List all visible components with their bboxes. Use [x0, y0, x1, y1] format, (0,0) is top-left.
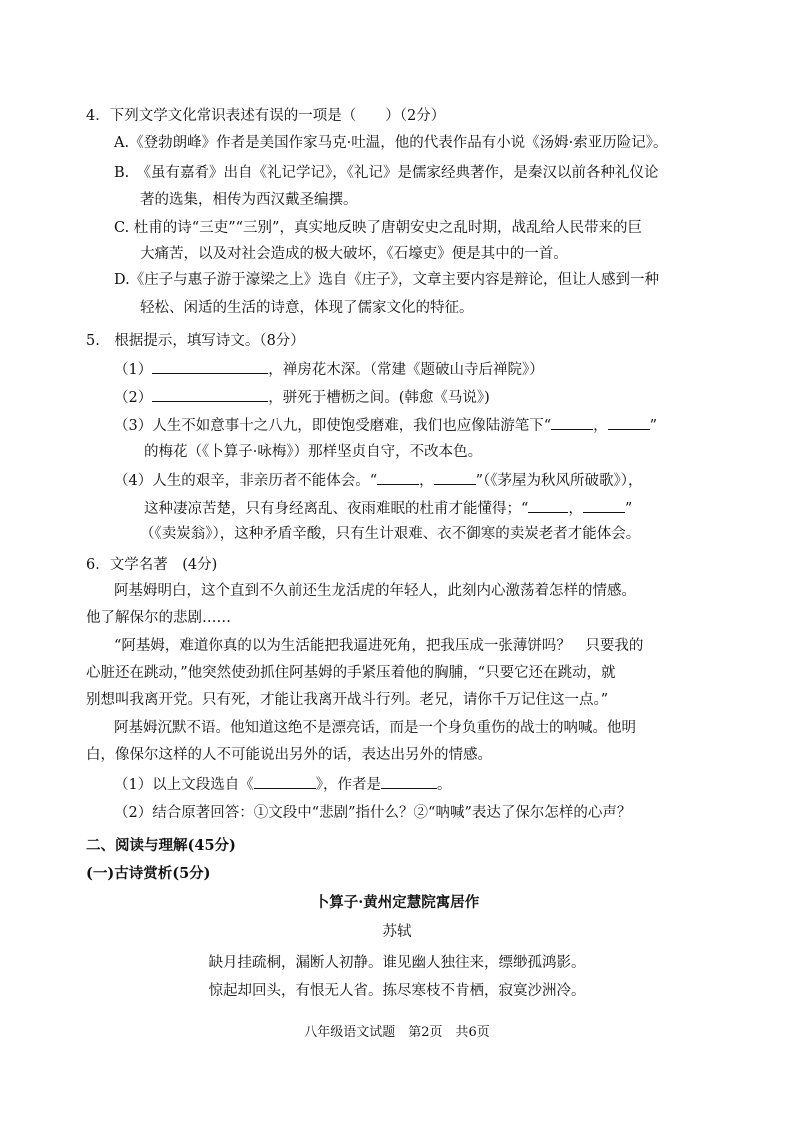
answer-blank[interactable] — [528, 497, 568, 513]
q5-item-2 — [114, 386, 490, 408]
q5-item-4-text: （4）人生的艰辛，非亲历者不能体会。“ — [114, 473, 378, 489]
q5-item-3-text: （3）人生不如意事十之八九，即使饱受磨难，我们也应像陆游笔下“ — [114, 418, 552, 434]
q6-stem: 6．文学名著 (4分) — [86, 557, 218, 573]
q5-item-4-line3: （《卖炭翁》），这种矛盾辛酸，只有生计艰难、衣不御寒的卖炭老者才能体会。 — [140, 526, 641, 542]
answer-blank[interactable] — [152, 386, 268, 402]
answer-blank[interactable] — [152, 358, 268, 374]
q5-item-3-line2: 的梅花（《卜算子·咏梅》）那样坚贞自守，不改本色。 — [144, 444, 483, 460]
page-footer: 八年级语文试题 第2页 共6页 — [304, 1025, 490, 1040]
poem-line-2: 惊起却回头，有恨无人省。拣尽寒枝不肯栖，寂寞沙洲冷。 — [208, 983, 586, 999]
comma: ， — [593, 418, 608, 434]
comma: ， — [568, 501, 583, 517]
subsection-heading: (一)古诗赏析(5分) — [86, 865, 211, 882]
section-heading: 二、阅读与理解(45分) — [86, 837, 236, 854]
q4-option-c-line1: C. 杜甫的诗“三吏”“三别”，真实地反映了唐朝安史之乱时期，战乱给人民带来的巨 — [114, 220, 642, 236]
q5-item-4-source: ”（《茅屋为秋风所破歌》）， — [475, 473, 643, 489]
q6-sub-1-author-label: 》，作者是 — [315, 777, 381, 793]
q5-item-2-text: ，骈死于槽枥之间。(韩愈《马说》) — [268, 390, 490, 406]
q6-passage-p3-line3: 别想叫我离开党。只有死，才能让我离开战斗行列。老兄，请你千万记住这一点。” — [86, 692, 609, 708]
q4-option-d-line1: D.《庄子与惠子游于濠梁之上》选自《庄子》，文章主要内容是辩论，但让人感到一种 — [114, 272, 659, 288]
q4-option-b-line1: B. 《虽有嘉肴》出自《礼记学记》，《礼记》是儒家经典著作，是秦汉以前各种礼仪论 — [114, 165, 659, 181]
q6-passage-p4-line1: 阿基姆沉默不语。他知道这绝不是漂亮话，而是一个身负重伤的战士的呐喊。他明 — [114, 720, 636, 736]
q4-option-d-line2: 轻松、闲适的生活的诗意，体现了儒家文化的特征。 — [140, 300, 474, 316]
q6-sub-1 — [114, 773, 451, 795]
answer-blank[interactable] — [583, 497, 625, 513]
q6-passage-p3-line2: 心脏还在跳动，”他突然使劲抓住阿基姆的手紧压着他的胸脯，“只要它还在跳动，就 — [86, 665, 616, 681]
q5-item-4-line2-text: 这种凄凉苦楚，只有身经离乱、夜雨难眠的杜甫才能懂得；“ — [144, 501, 529, 517]
q5-item-4-line2 — [144, 497, 632, 519]
q5-item-4 — [114, 469, 643, 491]
q4-option-b-line2: 著的选集，相传为西汉戴圣编撰。 — [140, 192, 358, 208]
quote-close: ” — [649, 418, 658, 434]
q5-item-3 — [114, 414, 657, 436]
q5-item-1-text: ，禅房花木深。（常建《题破山寺后禅院》） — [268, 362, 544, 378]
poem-line-1: 缺月挂疏桐，漏断人初静。谁见幽人独往来，缥缈孤鸿影。 — [208, 955, 586, 971]
quote-close: ” — [624, 501, 633, 517]
q4-option-a: A.《登勃朗峰》作者是美国作家马克·吐温，他的代表作品有小说《汤姆·索亚历险记》。 — [114, 135, 668, 151]
poem-title: 卜算子·黄州定慧院寓居作 — [314, 894, 480, 911]
q6-passage-p4-line2: 白，像保尔这样的人不可能说出另外的话，表达出另外的情感。 — [86, 747, 492, 763]
poem-author: 苏轼 — [382, 924, 412, 940]
q5-stem: 5. 根据提示，填写诗文。（8分） — [86, 333, 305, 349]
answer-blank[interactable] — [551, 414, 593, 430]
answer-blank[interactable] — [608, 414, 650, 430]
q5-item-1 — [114, 358, 544, 380]
q6-passage-p2: 他了解保尔的悲剧…… — [86, 610, 231, 626]
q6-passage-p3-line1: “阿基姆，难道你真的以为生活能把我逼进死角，把我压成一张薄饼吗？ 只要我的 — [114, 638, 644, 654]
answer-blank[interactable] — [377, 469, 419, 485]
comma: ， — [419, 473, 434, 489]
q4-stem: 4．下列文学文化常识表述有误的一项是（ ）（2分） — [86, 108, 446, 124]
q5-item-1-number: （1） — [114, 362, 153, 378]
q6-passage-p1: 阿基姆明白，这个直到不久前还生龙活虎的年轻人，此刻内心激荡着怎样的情感。 — [114, 583, 636, 599]
q6-sub-2: （2）结合原著回答：①文段中“悲剧”指什么？②“呐喊”表达了保尔怎样的心声？ — [114, 805, 632, 821]
answer-blank[interactable] — [434, 469, 476, 485]
q5-item-2-number: （2） — [114, 390, 153, 406]
q4-option-c-line2: 大痛苦，以及对社会造成的极大破坏，《石壕吏》便是其中的一首。 — [140, 246, 568, 262]
answer-blank[interactable] — [254, 773, 316, 789]
q6-sub-1-text: （1）以上文段选自《 — [114, 777, 254, 793]
answer-blank[interactable] — [381, 773, 437, 789]
period: 。 — [436, 777, 452, 793]
